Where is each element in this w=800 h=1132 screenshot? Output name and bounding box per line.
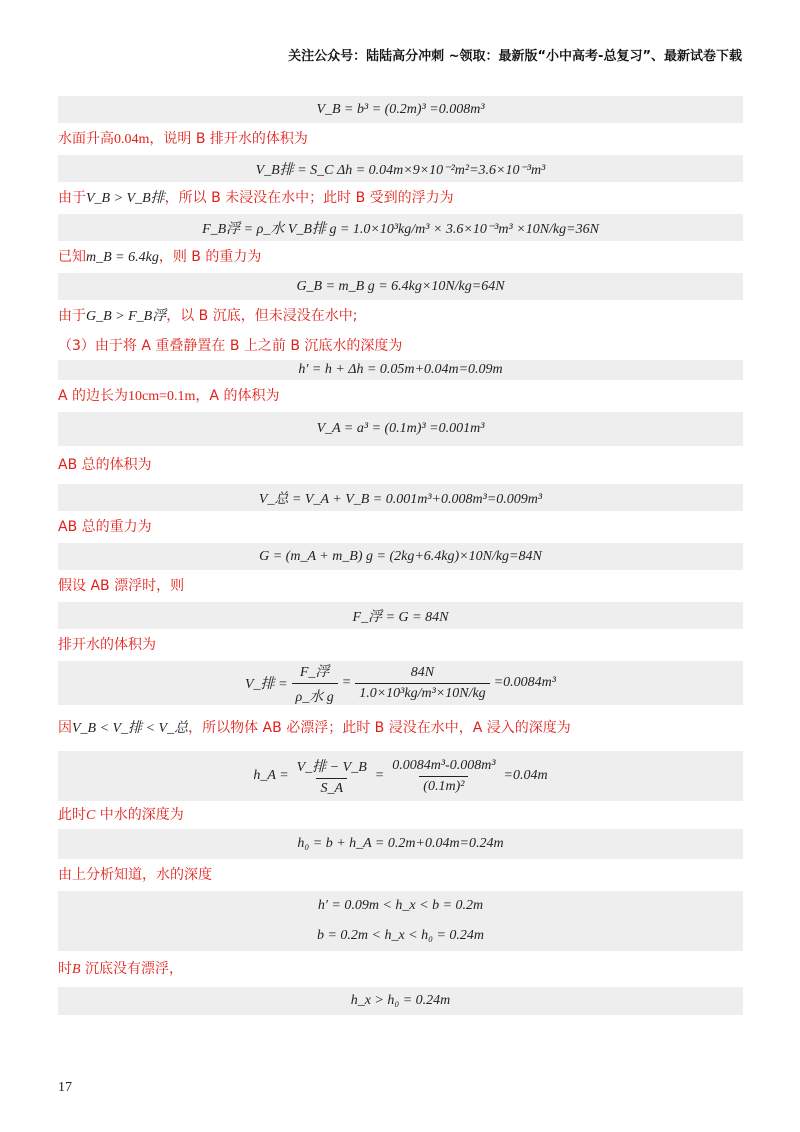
equation-h0: h₀ = b + h_A = 0.2m+0.04m=0.24m (58, 829, 743, 859)
equation-hx: h_x > h₀ = 0.24m (58, 987, 743, 1015)
text-line: 此时C 中水的深度为 (58, 807, 184, 823)
text-line: 已知m_B = 6.4kg，则 B 的重力为 (58, 249, 262, 265)
equation-gtotal: G = (m_A + m_B) g = (2kg+6.4kg)×10N/kg=84N (58, 543, 743, 570)
text-line: 由上分析知道，水的深度 (58, 867, 212, 883)
text-line: A 的边长为10cm=0.1m，A 的体积为 (58, 388, 280, 404)
text-line: 由于V_B > V_B排，所以 B 未浸没在水中；此时 B 受到的浮力为 (58, 190, 454, 206)
equation-buoyancy-b: F_B浮 = ρ_水 V_B排 g = 1.0×10³kg/m³ × 3.6×10⁻³m³ ×10N/kg=36N (58, 214, 743, 241)
equation-vb-displaced: V_B排 = S_C Δh = 0.04m×9×10⁻²m²=3.6×10⁻³m³ (58, 155, 743, 182)
text-line: 排开水的体积为 (58, 637, 156, 653)
equation-range: h′ = 0.09m < h_x < b = 0.2m b = 0.2m < h_x < h₀ = 0.24m (58, 891, 743, 951)
text-line: 时B 沉底没有漂浮， (58, 961, 184, 977)
text-line: 由于G_B > F_B浮，以 B 沉底，但未浸没在水中; (58, 308, 358, 324)
equation-depth: h′ = h + Δh = 0.05m+0.04m=0.09m (58, 360, 743, 380)
text-line: AB 总的重力为 (58, 519, 152, 535)
text-line: AB 总的体积为 (58, 457, 152, 473)
equation-float: F_浮 = G = 84N (58, 602, 743, 629)
page-number: 17 (58, 1080, 72, 1095)
text-line: 因V_B < V_排 < V_总，所以物体 AB 必漂浮；此时 B 浸没在水中，A 浸入的深度为 (58, 720, 571, 736)
text-line: 水面升高0.04m，说明 B 排开水的体积为 (58, 131, 308, 147)
equation-ha: h_A = $\frac{\text{V\_排 − V\_B}}{S\_A}$ = $\frac{\text{0.0084m³-0.008m³}}{\text{(0.1m)²}}$ =0.04m (58, 751, 743, 801)
text-line: （3）由于将 A 重叠静置在 B 上之前 B 沉底水的深度为 (58, 338, 403, 354)
equation-v-displaced: V_排 = $\frac{\text{F\_浮}}{\text{ρ\_水 g}}$ = $\frac{84N}{\text{1.0×10³kg/m³×10N/kg}}$ =0.0084m³ (58, 661, 743, 705)
page-header: 关注公众号：陆陆高分冲刺 ~领取：最新版“小中高考-总复习”、最新试卷下载 (288, 49, 742, 64)
equation-vb: V_B = b³ = (0.2m)³ =0.008m³ (58, 96, 743, 123)
document-body (58, 96, 743, 1015)
equation-vtotal: V_总 = V_A + V_B = 0.001m³+0.008m³=0.009m³ (58, 484, 743, 511)
text-line: 假设 AB 漂浮时，则 (58, 578, 185, 594)
equation-weight-b: G_B = m_B g = 6.4kg×10N/kg=64N (58, 273, 743, 300)
equation-va: V_A = a³ = (0.1m)³ =0.001m³ (58, 412, 743, 446)
